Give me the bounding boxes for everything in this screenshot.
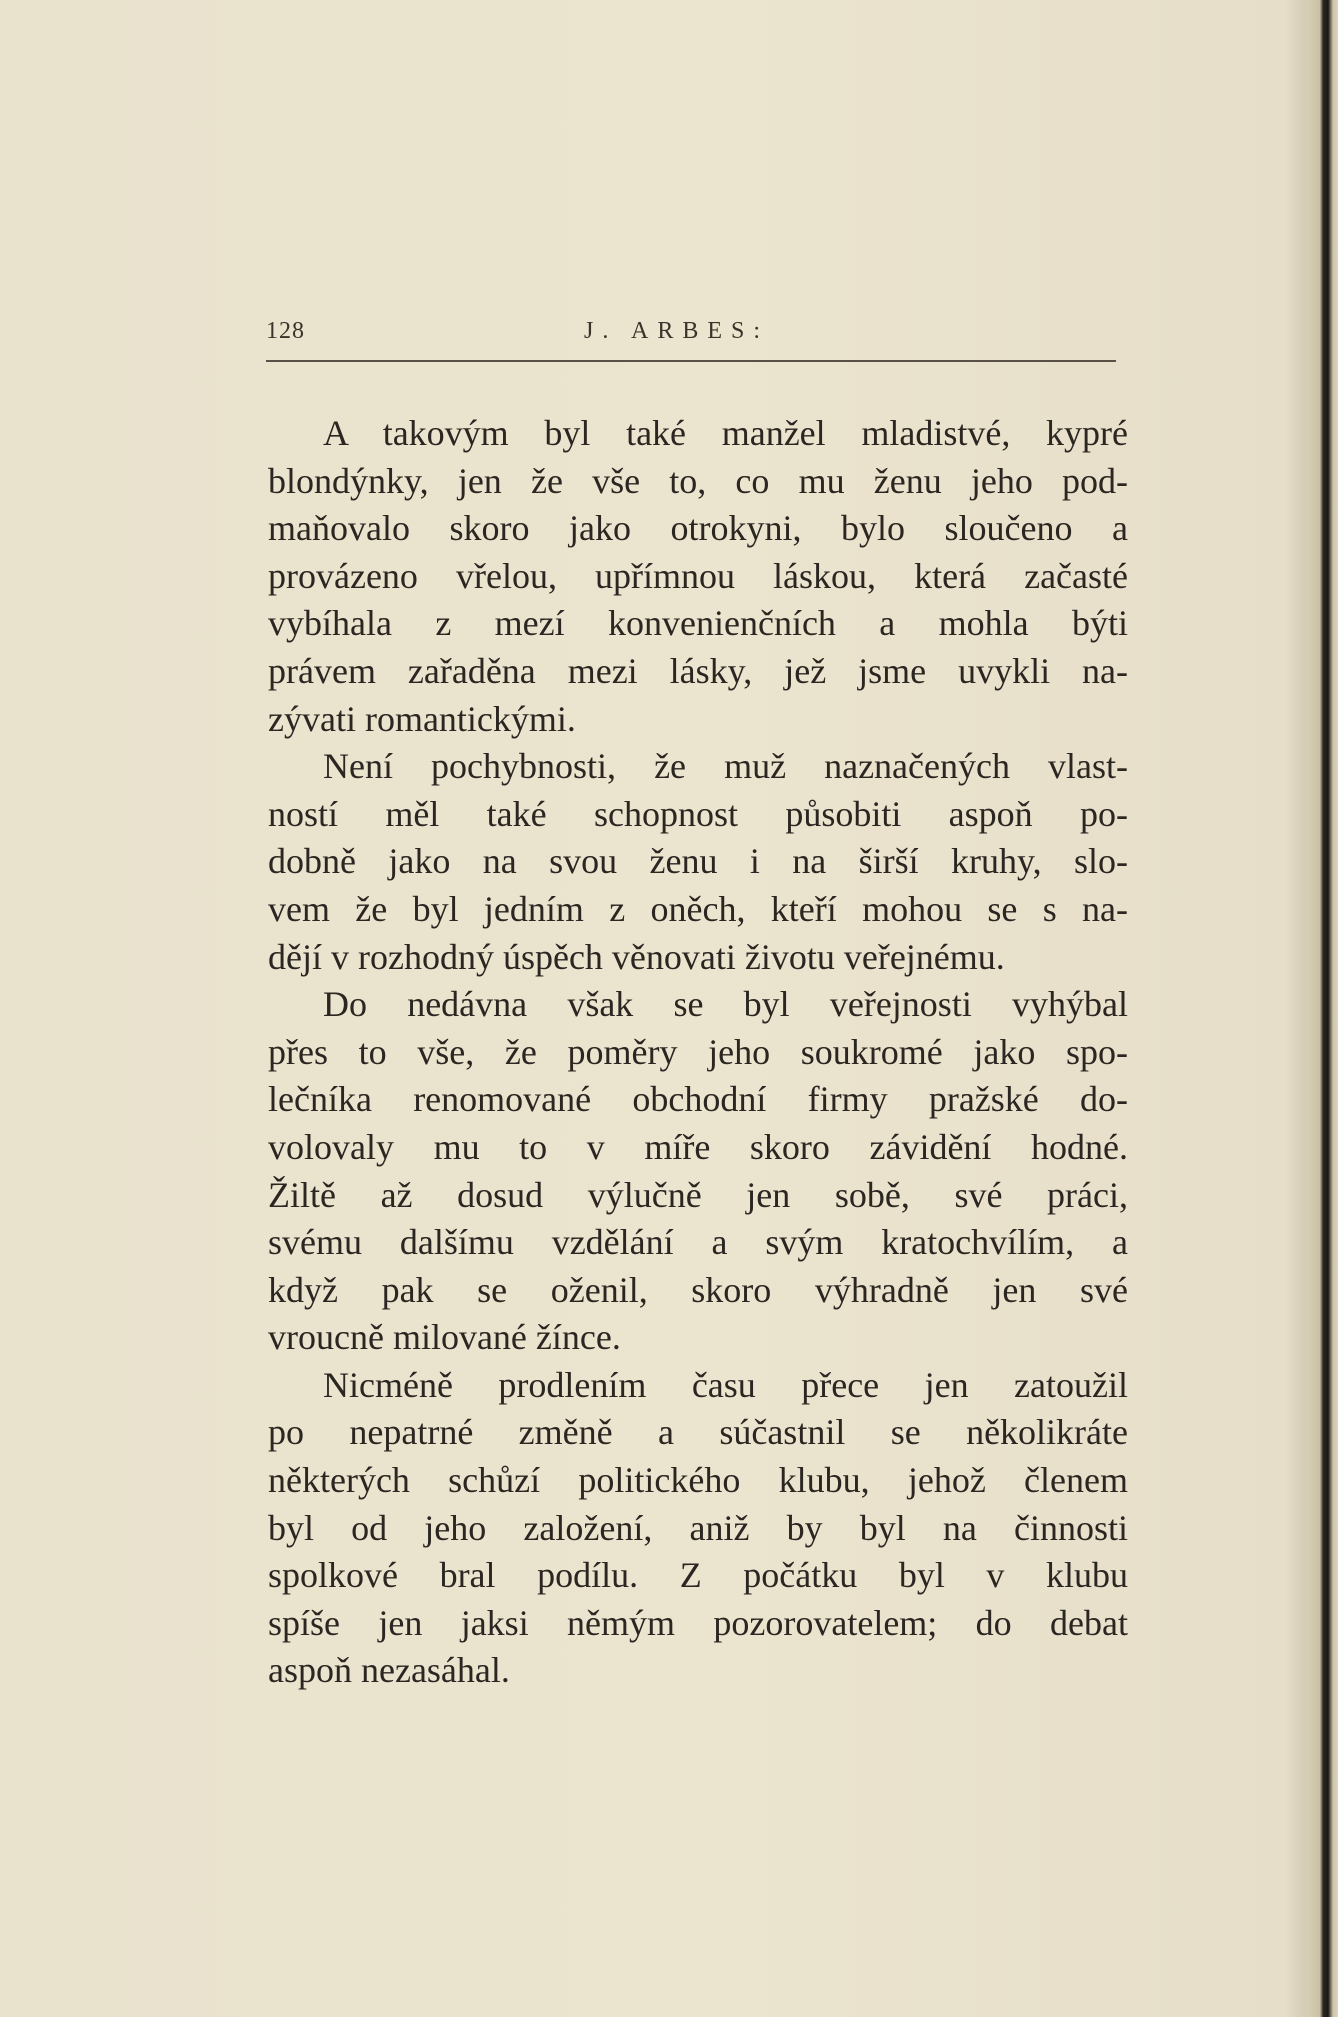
text-line: A takovým byl také manžel mladistvé, kypré	[323, 413, 1128, 453]
page-header	[266, 318, 1116, 366]
text-line: když pak se oženil, skoro výhradně jen své	[268, 1269, 1128, 1310]
text-line: dobně jako na svou ženu i na širší kruhy, slo-	[268, 841, 1128, 882]
text-line: Do nedávna však se byl veřejnosti vyhýbal	[323, 984, 1128, 1025]
text-line: přes to vše, že poměry jeho soukromé jako spo-	[268, 1031, 1128, 1072]
text-line: aspoň nezasáhal.	[268, 1650, 510, 1691]
text-line: byl od jeho založení, aniž by byl na činnosti	[268, 1507, 1128, 1548]
text-line: vybíhala z mezí konvenienčních a mohla býti	[268, 603, 1128, 644]
text-line: spolkové bral podílu. Z počátku byl v klubu	[268, 1555, 1128, 1596]
text-line: spíše jen jaksi němým pozorovatelem; do debat	[268, 1602, 1128, 1643]
text-line: Není pochybnosti, že muž naznačených vlast-	[323, 746, 1128, 787]
text-line: svému dalšímu vzdělání a svým kratochvílím, a	[268, 1222, 1128, 1263]
text-line: maňovalo skoro jako otrokyni, bylo sloučeno a	[268, 508, 1128, 549]
text-line: volovaly mu to v míře skoro závidění hodné.	[268, 1126, 1128, 1167]
text-line: vem že byl jedním z oněch, kteří mohou se s na-	[268, 888, 1128, 929]
text-line: Nicméně prodlením času přece jen zatoužil	[323, 1364, 1128, 1405]
running-head: J. ARBES:	[584, 318, 770, 344]
text-line: lečníka renomované obchodní firmy pražské do-	[268, 1079, 1128, 1120]
page-gutter-shadow	[1285, 0, 1305, 2017]
book-spine-edge	[1305, 0, 1338, 2017]
text-line: Žiltě až dosud výlučně jen sobě, své práci,	[268, 1174, 1128, 1215]
text-line: vroucně milované žínce.	[268, 1317, 621, 1358]
text-line: dějí v rozhodný úspěch věnovati životu veřejnému.	[268, 936, 1005, 977]
text-line: po nepatrné změně a súčastnil se několikráte	[268, 1412, 1128, 1453]
text-line: ností měl také schopnost působiti aspoň po-	[268, 793, 1128, 834]
text-line: blondýnky, jen že vše to, co mu ženu jeho pod-	[268, 460, 1128, 501]
text-line: některých schůzí politického klubu, jehož členem	[268, 1460, 1128, 1501]
text-line: právem zařaděna mezi lásky, jež jsme uvykli na-	[268, 650, 1128, 691]
body-text	[268, 410, 1128, 1695]
text-line: zývati romantickými.	[268, 698, 576, 739]
page-number: 128	[266, 318, 305, 344]
header-rule	[266, 360, 1116, 362]
text-line: provázeno vřelou, upřímnou láskou, která začasté	[268, 555, 1128, 596]
